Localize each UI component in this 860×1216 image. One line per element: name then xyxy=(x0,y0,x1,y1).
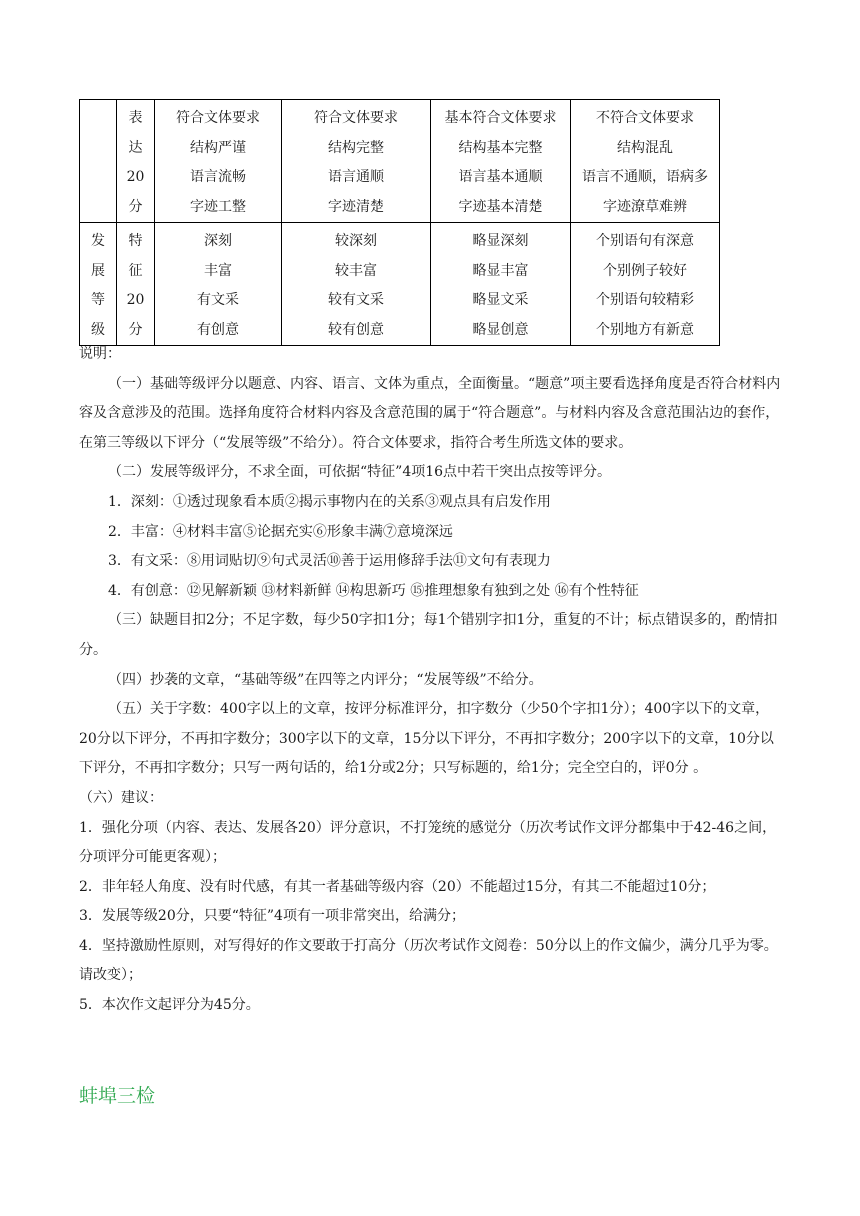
table-row xyxy=(80,223,720,346)
notes-heading: 说明： xyxy=(79,346,121,362)
grade-cell-4: 个别语句有深意 个别例子较好 个别语句较精彩 个别地方有新意 xyxy=(571,223,720,346)
grade-cell-1: 符合文体要求 结构严谨 语言流畅 字迹工整 xyxy=(155,100,282,223)
note-paragraph-4: （四）抄袭的文章，“基础等级”在四等之内评分；“发展等级”不给分。 xyxy=(108,671,543,688)
grade-cell-3: 略显深刻 略显丰富 略显文采 略显创意 xyxy=(431,223,571,346)
feature-item: 2．丰富：④材料丰富⑤论据充实⑥形象丰满⑦意境深远 xyxy=(108,523,453,540)
note-paragraph-1: （一）基础等级评分以题意、内容、语言、文体为重点，全面衡量。“题意”项主要看选择角度是否符合材料内容及含意涉及的范围。选择角度符合材料内容及含意范围的属于“符合题意”。与材料内容及含意范围沾边的套作，在第三等级以下评分（“发展等级”不给分）。符合文体要求，指符合考生所选文体的要求。 xyxy=(79,375,781,451)
feature-item: 4．有创意：⑫见解新颖 ⑬材料新鲜 ⑭构思新巧 ⑮推理想象有独到之处 ⑯有个性特征 xyxy=(108,582,639,599)
note-paragraph-5: （五）关于字数：400字以上的文章，按评分标准评分，扣字数分（少50个字扣1分）；400字以下的文章，20分以下评分，不再扣字数分；300字以下的文章，15分以下评分，不再扣字数分；200字以下的文章，10分以下评分，不再扣字数分；只写一两句话的，给1分或2分；只写标题的，给1分；完全空白的，评0分 。 xyxy=(79,701,774,777)
grade-cell-2: 符合文体要求 结构完整 语言通顺 字迹清楚 xyxy=(282,100,431,223)
level-cell: 发 展 等 级 xyxy=(80,223,117,346)
category-cell: 特 征 20 分 xyxy=(117,223,155,346)
suggestion-item: 4．坚持激励性原则，对写得好的作文要敢于打高分（历次考试作文阅卷：50分以上的作文偏少，满分几乎为零。请改变）； xyxy=(79,937,778,984)
section-title: 蚌埠三检 xyxy=(79,1085,156,1107)
suggestion-item: 2．非年轻人角度、没有时代感，有其一者基础等级内容（20）不能超过15分，有其二不能超过10分； xyxy=(79,878,716,895)
grade-cell-2: 较深刻 较丰富 较有文采 较有创意 xyxy=(282,223,431,346)
grade-cell-3: 基本符合文体要求 结构基本完整 语言基本通顺 字迹基本清楚 xyxy=(431,100,571,223)
category-cell: 表 达 20 分 xyxy=(117,100,155,223)
feature-item: 1．深刻：①透过现象看本质②揭示事物内在的关系③观点具有启发作用 xyxy=(108,493,551,510)
table-row xyxy=(80,100,720,223)
suggestions-heading: （六）建议： xyxy=(79,789,163,806)
notes-section xyxy=(79,340,785,1021)
note-paragraph-2: （二）发展等级评分，不求全面，可依据“特征”4项16点中若干突出点按等评分。 xyxy=(108,464,612,481)
feature-item: 3．有文采：⑧用词贴切⑨句式灵活⑩善于运用修辞手法⑪文句有表现力 xyxy=(108,553,551,570)
scoring-rubric-table xyxy=(79,99,720,346)
suggestion-item: 1．强化分项（内容、表达、发展各20）评分意识，不打笼统的感觉分（历次考试作文评分都集中于42-46之间，分项评分可能更客观）； xyxy=(79,819,777,866)
grade-cell-4: 不符合文体要求 结构混乱 语言不通顺，语病多 字迹潦草难辨 xyxy=(571,100,720,223)
note-paragraph-3: （三）缺题目扣2分；不足字数，每少50字扣1分；每1个错别字扣1分，重复的不计；标点错误多的，酌情扣分。 xyxy=(79,612,778,658)
level-cell xyxy=(80,100,117,223)
suggestion-item: 3．发展等级20分，只要“特征”4项有一项非常突出，给满分； xyxy=(79,908,465,925)
grade-cell-1: 深刻 丰富 有文采 有创意 xyxy=(155,223,282,346)
suggestion-item: 5．本次作文起评分为45分。 xyxy=(79,997,260,1014)
